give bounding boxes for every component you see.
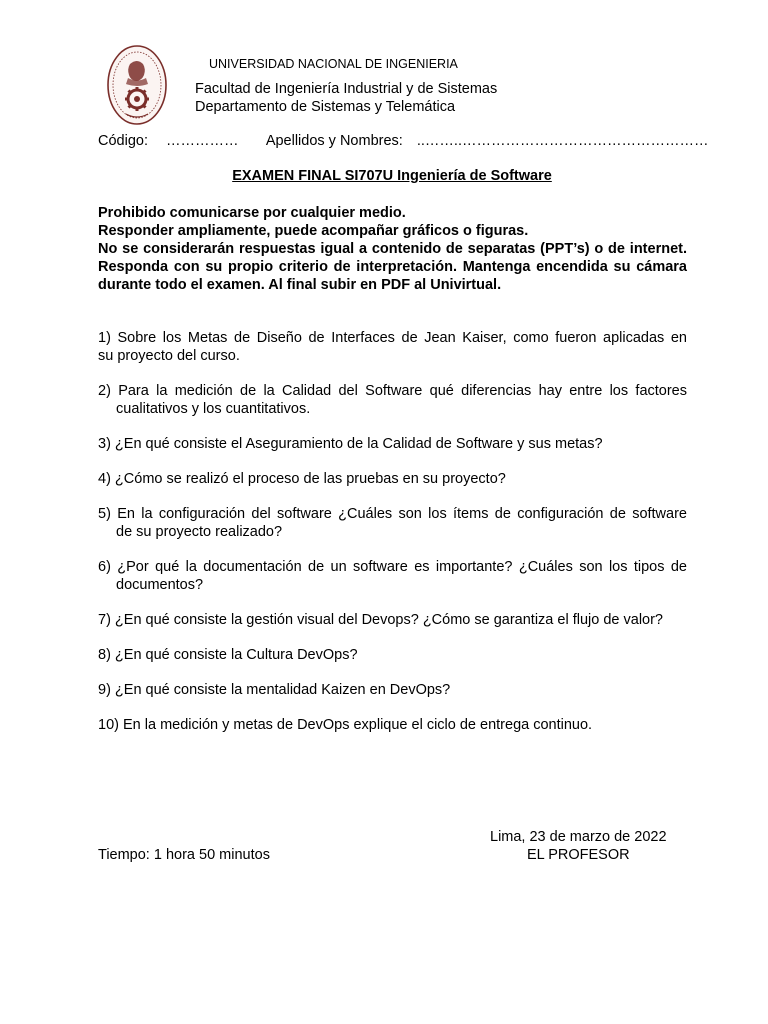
code-blank: ……………: [166, 133, 239, 149]
question-item: 7) ¿En qué consiste la gestión visual del Devops? ¿Cómo se garantiza el flujo de valor?: [98, 612, 663, 628]
question-list: [98, 329, 687, 734]
question-item: 9) ¿En qué consiste la mentalidad Kaizen en DevOps?: [98, 682, 451, 698]
question-item: 10) En la medición y metas de DevOps explique el ciclo de entrega continuo.: [98, 717, 593, 733]
question-item: 4) ¿Cómo se realizó el proceso de las pruebas en su proyecto?: [98, 471, 506, 487]
rule-line: Prohibido comunicarse por cualquier medio.: [98, 205, 406, 221]
rule-line: Responder ampliamente, puede acompañar gráficos o figuras.: [98, 223, 529, 239]
university-seal-icon: [106, 44, 168, 126]
exam-rules: [98, 204, 687, 294]
faculty-name: Facultad de Ingeniería Industrial y de Sistemas: [195, 81, 498, 97]
professor-label: EL PROFESOR: [527, 847, 630, 863]
question-item: 6) ¿Por qué la documentación de un software es importante? ¿Cuáles son los tipos de documentos?: [98, 559, 687, 593]
question-item: 8) ¿En qué consiste la Cultura DevOps?: [98, 647, 358, 663]
question-item: 3) ¿En qué consiste el Aseguramiento de la Calidad de Software y sus metas?: [98, 436, 603, 452]
exam-duration: Tiempo: 1 hora 50 minutos: [98, 847, 270, 863]
faculty-department: [195, 80, 497, 116]
student-info-row: [98, 133, 709, 149]
name-label: Apellidos y Nombres:: [265, 133, 403, 149]
question-item: 1) Sobre los Metas de Diseño de Interfaces de Jean Kaiser, como fueron aplicadas en su proyecto del curso.: [98, 330, 687, 364]
university-name: UNIVERSIDAD NACIONAL DE INGENIERIA: [209, 57, 458, 71]
rule-paragraph: No se considerarán respuestas igual a contenido de separatas (PPT’s) o de internet. Responda con su propio criterio de interpretación. Mantenga encendida su cámara durante todo el examen. Al final subir en PDF al Univirtual.: [98, 241, 687, 293]
code-label: Código:: [98, 133, 148, 149]
question-item: 5) En la configuración del software ¿Cuáles son los ítems de configuración de software de su proyecto realizado?: [98, 506, 687, 540]
exam-date: Lima, 23 de marzo de 2022: [490, 829, 667, 845]
department-name: Departamento de Sistemas y Telemática: [195, 99, 456, 115]
question-item: 2) Para la medición de la Calidad del Software qué diferencias hay entre los factores cualitativos y los cuantitativos.: [98, 383, 687, 417]
exam-title: EXAMEN FINAL SI707U Ingeniería de Software: [232, 168, 552, 184]
name-blank: ..……..……………………………………………: [416, 133, 709, 149]
